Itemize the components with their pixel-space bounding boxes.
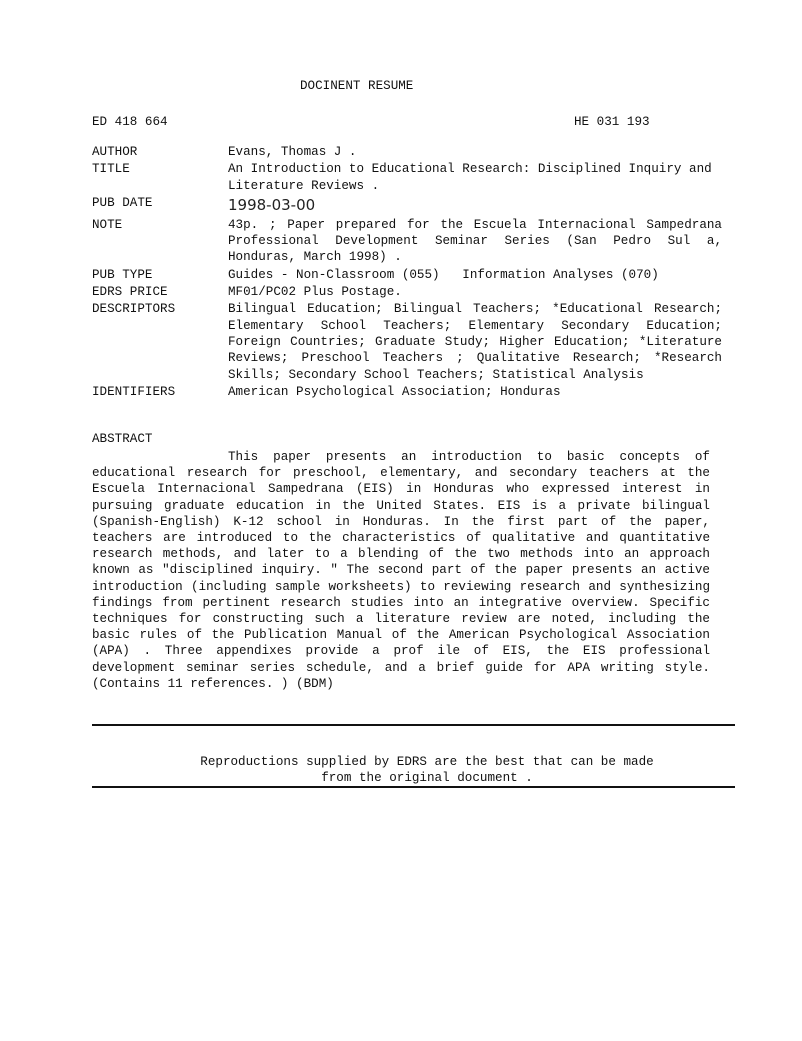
field-label-identifiers: IDENTIFIERS [92,384,176,399]
field-value-author: Evans, Thomas J . [228,145,357,159]
field-note [92,217,722,266]
field-pub-type [92,267,722,283]
field-value-pub-type: Guides - Non-Classroom (055) Information Analyses (070) [228,267,659,282]
field-label-pub-type: PUB TYPE [92,267,153,282]
ed-number: ED 418 664 [92,115,168,129]
field-value-pub-date: 1998-03-00 [228,195,316,214]
field-edrs-price [92,284,722,300]
field-label-descriptors: DESCRIPTORS [92,302,176,317]
field-value-identifiers: American Psychological Association; Honduras [228,384,561,399]
abstract-label: ABSTRACT [92,432,153,446]
field-label-pub-date: PUB DATE [92,195,153,210]
field-title [92,161,722,194]
bottom-divider [92,786,735,788]
field-value-edrs-price: MF01/PC02 Plus Postage. [228,285,402,300]
document-title: DOCINENT RESUME [300,79,414,93]
field-label-note: NOTE [92,217,123,232]
field-descriptors [92,301,722,382]
abstract-text: This paper presents an introduction to basic concepts of educational research for preschool, elementary, and secondary teachers at the Escuela Internacional Sampedrana (EIS) in Honduras who expressed interest in pursuing graduate education in the United States. EIS is a private bilingual (Spanish-English) K-12 school in Honduras. In the first part of the paper, teachers are introduced to the characteristics of qualitative and quantitative research methods, and later to a blending of the two methods into an approach known as "disciplined inquiry. " The second part of the paper presents an active introduction (including sample worksheets) to reviewing research and synthesizing findings from pertinent research studies into an integrative overview. Specific techniques for constructing such a literature review are noted, including the basic rules of the Publication Manual of the American Psychological Association (APA) . Three appendixes provide a prof ile of EIS, the EIS professional development seminar series schedule, and a brief guide for APA writing style. (Contains 11 references. ) (BDM) [92,450,710,691]
top-divider [92,724,735,726]
he-number: HE 031 193 [574,115,650,129]
field-label-edrs-price: EDRS PRICE [92,285,168,300]
field-value-note: 43p. ; Paper prepared for the Escuela Internacional Sampedrana Professional Development Seminar Series (San Pedro Sul a, Honduras, March 1998) . [228,217,722,265]
metadata-fields [92,144,722,401]
field-value-title: An Introduction to Educational Research: Disciplined Inquiry and Literature Reviews . [228,162,712,193]
field-identifiers [92,384,722,400]
field-label-title: TITLE [92,162,130,177]
reproduction-notice-line-1: Reproductions supplied by EDRS are the best that can be made [200,755,654,769]
field-pub-date [92,195,722,216]
reproduction-notice [92,754,762,786]
field-author [92,144,722,160]
reproduction-notice-line-2: from the original document . [321,771,533,785]
field-value-descriptors: Bilingual Education; Bilingual Teachers; *Educational Research; Elementary School Teachers; Elementary Secondary Education; Foreign Countries; Graduate Study; Higher Education; *Literature Reviews; Preschool Teachers ; Qualitative Research; *Research Skills; Secondary School Teachers; Statistical Analysis [228,302,722,382]
field-label-author: AUTHOR [92,145,138,159]
